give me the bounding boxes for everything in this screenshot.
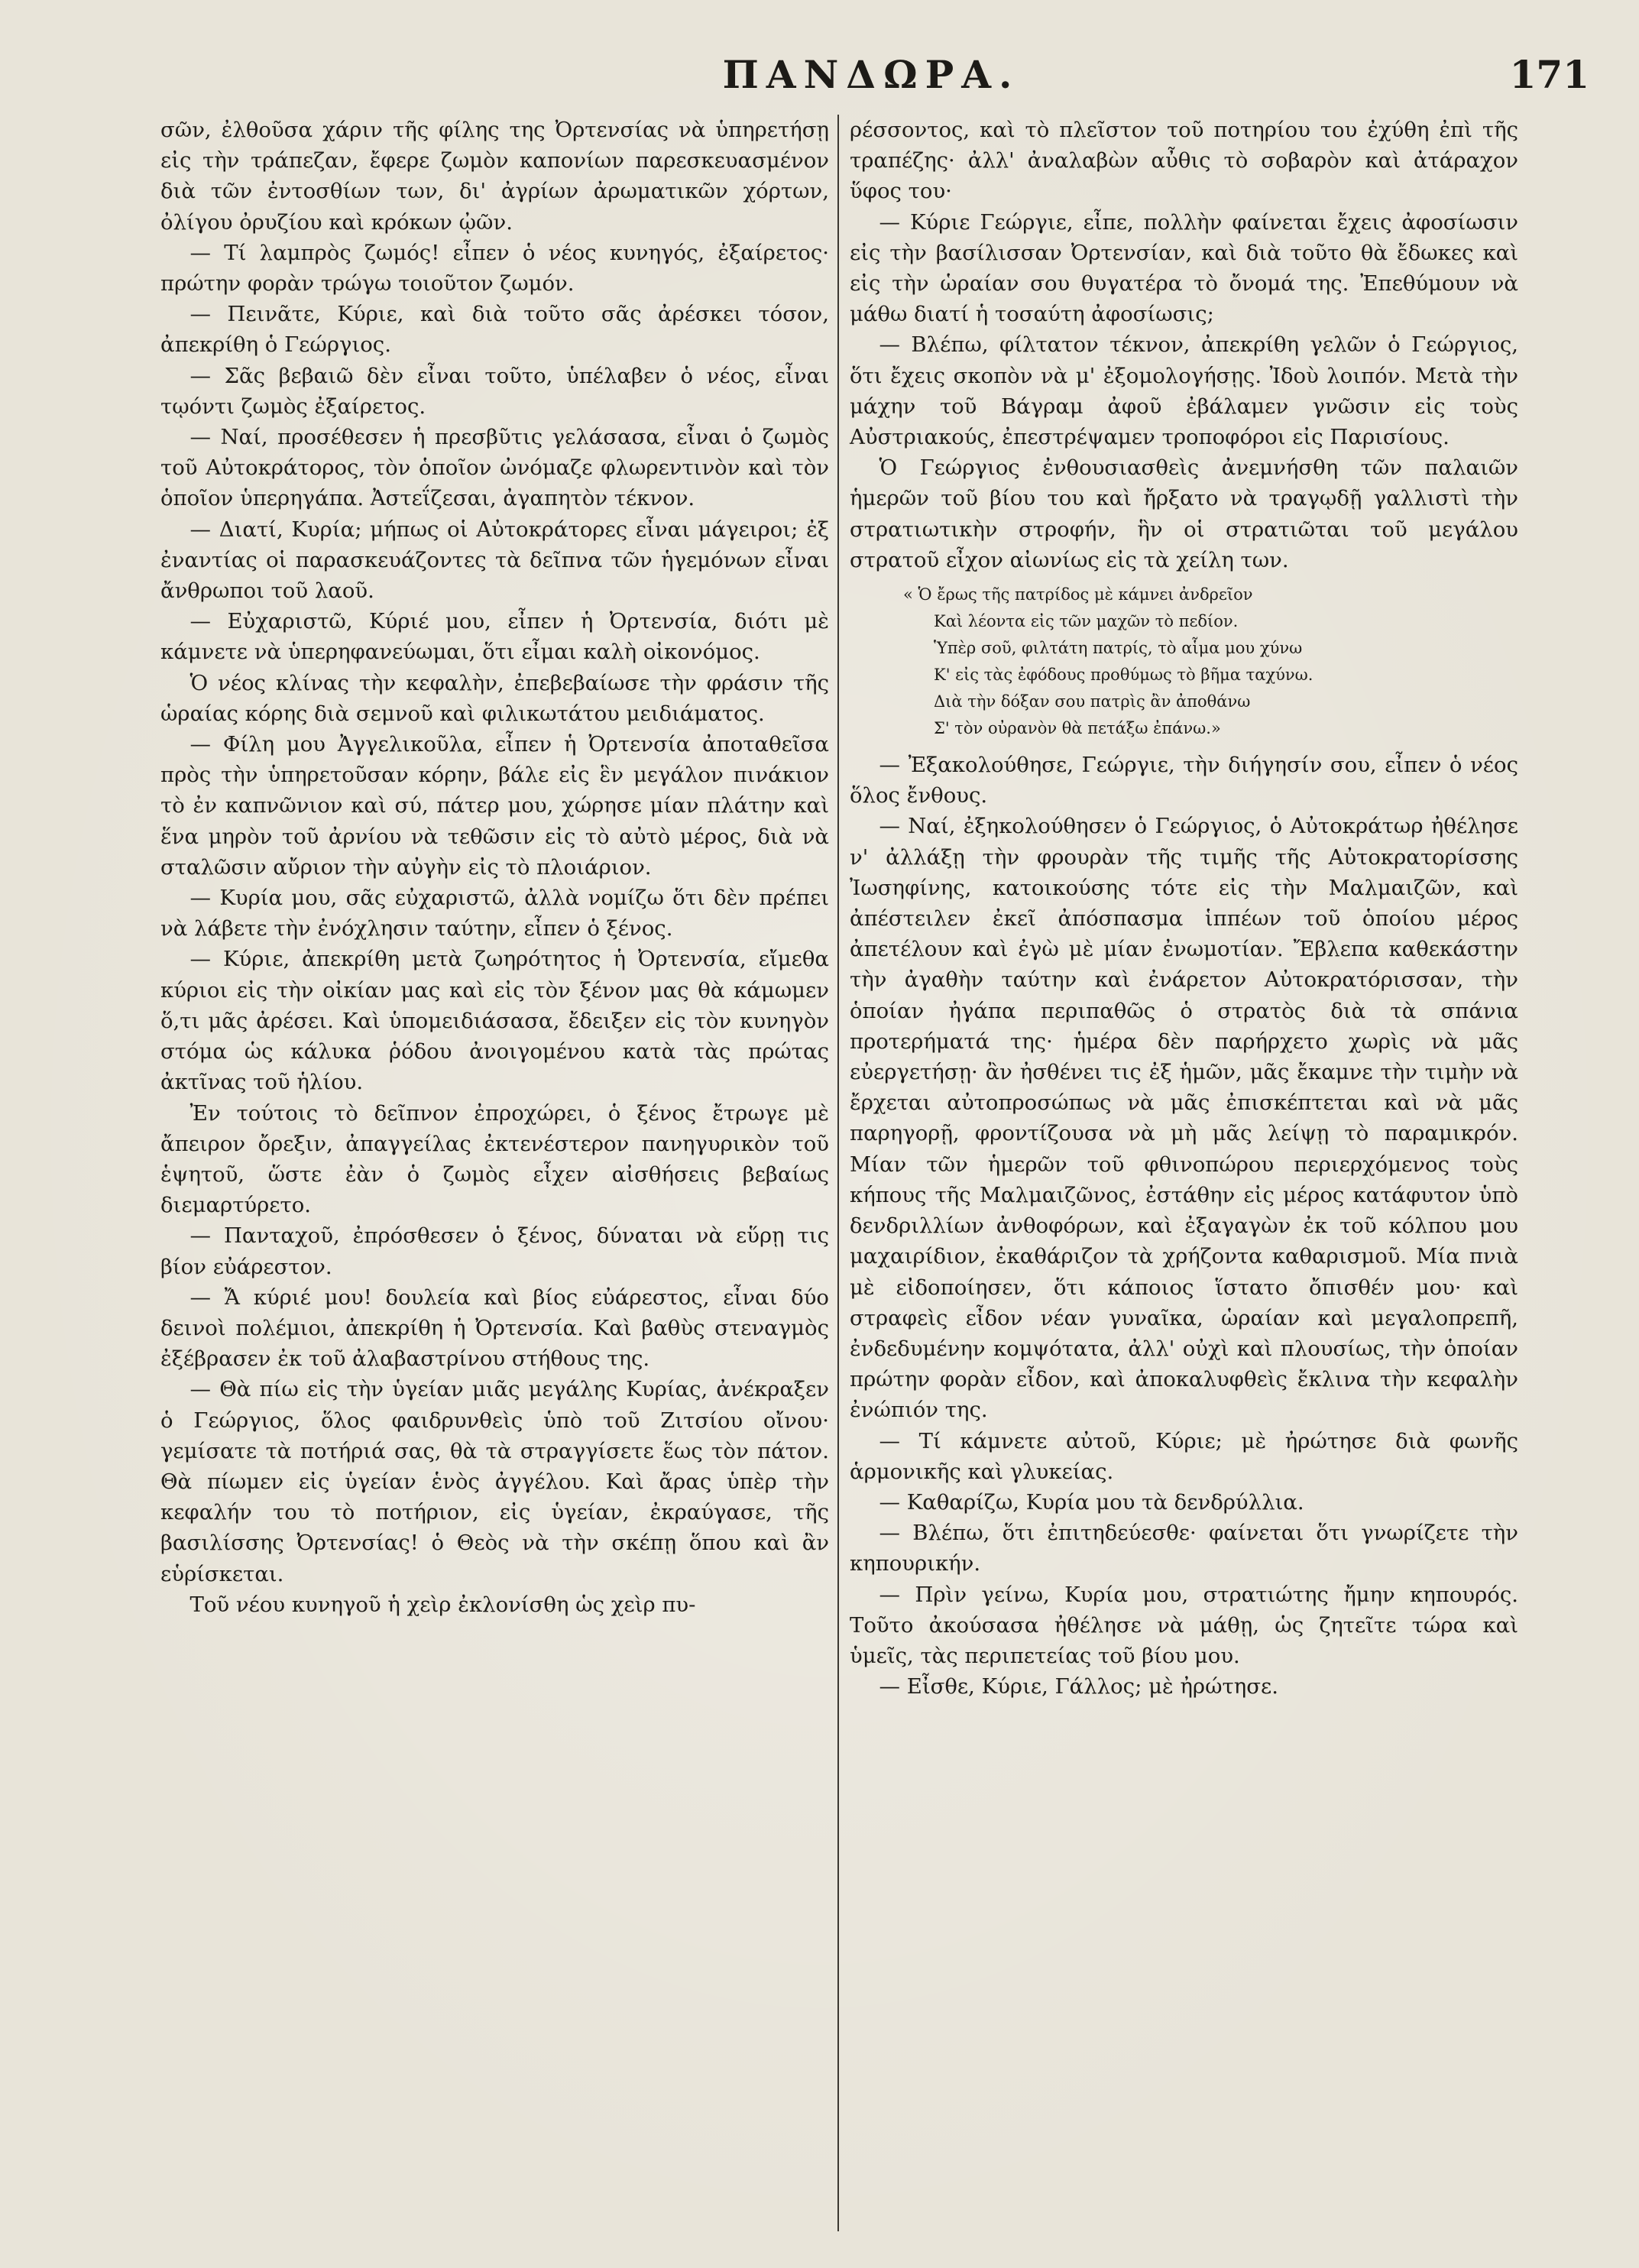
paragraph: — Ἐξακολούθησε, Γεώργιε, τὴν διήγησίν σου, εἶπεν ὁ νέος ὅλος ἔνθους.: [850, 753, 1518, 808]
paragraph: — Κύριε, ἀπεκρίθη μετὰ ζωηρότητος ἡ Ὀρτενσία, εἴμεθα κύριοι εἰς τὴν οἰκίαν μας καὶ εἰς τὸν ξένον μας θὰ κάμωμεν ὅ,τι μᾶς ἀρέσει. Καὶ ὑπομειδιάσασα, ἔδειξεν εἰς τὸν κυνηγὸν στόμα ὡς κάλυκα ῥόδου ἀνοιγομένου κατὰ τὰς πρώτας ἀκτῖνας τοῦ ἡλίου.: [160, 947, 829, 1095]
paragraph: — Ναί, ἐξηκολούθησεν ὁ Γεώργιος, ὁ Αὐτοκράτωρ ἠθέλησε ν' ἀλλάξῃ τὴν φρουρὰν τῆς τιμῆς τῆς Αὐτοκρατορίσσης Ἰωσηφίνης, κατοικούσης τότε εἰς τὴν Μαλμαιζῶν, καὶ ἀπέστειλεν ἐκεῖ ἀπόσπασμα ἱππέων τοῦ ὁποίου μέρος ἀπετέλουν καὶ ἐγὼ μὲ μίαν ἐνωμοτίαν. Ἔβλεπα καθεκάστην τὴν ἀγαθὴν ταύτην καὶ ἐνάρετον Αὐτοκρατόρισσαν, τὴν ὁποίαν ἠγάπα περιπαθῶς ὁ στρατὸς διὰ τὰ σπάνια προτερήματά της· ἡμέρα δὲν παρήρχετο χωρὶς νὰ μᾶς εὐεργετήσῃ· ἂν ἠσθένει τις ἐξ ἡμῶν, μᾶς ἔκαμνε τὴν τιμὴν νὰ ἔρχεται αὐτοπροσώπως νὰ μᾶς ἐπισκέπτεται καὶ νὰ μᾶς παρηγορῇ, φροντίζουσα νὰ μὴ μᾶς λείψῃ τὸ παραμικρόν. Μίαν τῶν ἡμερῶν τοῦ φθινοπώρου περιερχόμενος τοὺς κήπους τῆς Μαλμαιζῶνος, ἐστάθην εἰς μέρος κατάφυτον ὑπὸ δενδριλλίων ἀνθοφόρων, καὶ ἐξαγαγὼν ἐκ τοῦ κόλπου μου μαχαιρίδιον, ἐκαθάριζον τὰ χρήζοντα καθαρισμοῦ. Μία πνιὰ μὲ εἰδοποίησεν, ὅτι κάποιος ἵστατο ὄπισθέν μου· καὶ στραφεὶς εἶδον νέαν γυναῖκα, ὡραίαν καὶ μεγαλοπρεπῆ, ἐνδεδυμένην κομψότατα, ἀλλ' οὐχὶ καὶ πλουσίως, τὴν ὁποίαν πρώτην φορὰν εἶδον, καὶ ἀποκαλυφθεὶς ἔκλινα τὴν κεφαλὴν ἐνώπιόν της.: [850, 814, 1518, 1423]
paragraph: — Ναί, προσέθεσεν ἡ πρεσβῦτις γελάσασα, εἶναι ὁ ζωμὸς τοῦ Αὐτοκράτορος, τὸν ὁποῖον ὠνόμαζε φλωρεντινὸν καὶ τὸν ὁποῖον ὑπερηγάπα. Ἀστεΐζεσαι, ἀγαπητὸν τέκνον.: [160, 425, 829, 511]
verse-line: Σ' τὸν οὐρανὸν θὰ πετάξω ἐπάνω.»: [934, 719, 1221, 738]
verse-line: « Ὁ ἔρως τῆς πατρίδος μὲ κάμνει ἀνδρεῖον: [903, 585, 1253, 604]
verse-line: Διὰ τὴν δόξαν σου πατρὶς ἂν ἀποθάνω: [934, 692, 1251, 711]
paragraph: Ὁ νέος κλίνας τὴν κεφαλὴν, ἐπεβεβαίωσε τὴν φράσιν τῆς ὡραίας κόρης διὰ σεμνοῦ καὶ φιλικωτάτου μειδιάματος.: [160, 670, 829, 726]
paragraph: — Διατί, Κυρία; μήπως οἱ Αὐτοκράτορες εἶναι μάγειροι; ἐξ ἐναντίας οἱ παρασκευάζοντες τὰ δεῖπνα τῶν ἡγεμόνων εἶναι ἄνθρωποι τοῦ λαοῦ.: [160, 517, 829, 604]
song-verse: [850, 582, 1518, 742]
paragraph: — Εὐχαριστῶ, Κύριέ μου, εἶπεν ἡ Ὀρτενσία, διότι μὲ κάμνετε νὰ ὑπερηφανεύωμαι, ὅτι εἶμαι καλὴ οἰκονόμος.: [160, 609, 829, 665]
column-divider: [837, 115, 839, 2231]
paragraph: — Τί λαμπρὸς ζωμός! εἶπεν ὁ νέος κυνηγός, ἐξαίρετος· πρώτην φορὰν τρώγω τοιοῦτον ζωμόν.: [160, 240, 829, 296]
paragraph: — Βλέπω, φίλτατον τέκνον, ἀπεκρίθη γελῶν ὁ Γεώργιος, ὅτι ἔχεις σκοπὸν νὰ μ' ἐξομολογήσῃς. Ἰδοὺ λοιπόν. Μετὰ τὴν μάχην τοῦ Βάγραμ ἀφοῦ ἐβάλαμεν γνῶσιν εἰς τοὺς Αὐστριακούς, ἐπεστρέψαμεν τροποφόροι εἰς Παρισίους.: [850, 332, 1518, 450]
paragraph: — Θὰ πίω εἰς τὴν ὑγείαν μιᾶς μεγάλης Κυρίας, ἀνέκραξεν ὁ Γεώργιος, ὅλος φαιδρυνθεὶς ὑπὸ τοῦ Ζιτσίου οἴνου· γεμίσατε τὰ ποτήριά σας, θὰ τὰ στραγγίσετε ἕως τὸν πάτον. Θὰ πίωμεν εἰς ὑγείαν ἑνὸς ἀγγέλου. Καὶ ἄρας ὑπὲρ τὴν κεφαλήν του τὸ ποτήριον, εἰς ὑγείαν, ἐκραύγασε, τῆς βασιλίσσης Ὀρτενσίας! ὁ Θεὸς νὰ τὴν σκέπῃ ὅπου καὶ ἂν εὑρίσκεται.: [160, 1377, 829, 1586]
paragraph: — Σᾶς βεβαιῶ δὲν εἶναι τοῦτο, ὑπέλαβεν ὁ νέος, εἶναι τῳόντι ζωμὸς ἐξαίρετος.: [160, 363, 829, 419]
verse-line: Κ' εἰς τὰς ἐφόδους προθύμως τὸ βῆμα ταχύνω.: [934, 666, 1313, 685]
paragraph: — Βλέπω, ὅτι ἐπιτηδεύεσθε· φαίνεται ὅτι γνωρίζετε τὴν κηπουρικήν.: [850, 1521, 1518, 1576]
left-column: [160, 115, 829, 1620]
paragraph: — Ἄ κύριέ μου! δουλεία καὶ βίος εὐάρεστος, εἶναι δύο δεινοὶ πολέμιοι, ἀπεκρίθη ἡ Ὀρτενσία. Καὶ βαθὺς στεναγμὸς ἐξέβρασεν ἐκ τοῦ ἀλαβαστρίνου στήθους της.: [160, 1285, 829, 1372]
running-title: ΠΑΝΔΩΡΑ.: [722, 52, 1020, 97]
page-number: 171: [1509, 52, 1589, 97]
paragraph: — Καθαρίζω, Κυρία μου τὰ δενδρύλλια.: [879, 1489, 1304, 1515]
right-column: [850, 115, 1518, 1702]
page-header: [153, 52, 1589, 105]
paragraph: — Φίλη μου Ἀγγελικοῦλα, εἶπεν ἡ Ὀρτενσία ἀποταθεῖσα πρὸς τὴν ὑπηρετοῦσαν κόρην, βάλε εἰς ἓν μεγάλον πινάκιον τὸ ἐν καπνῶνιον καὶ σύ, πάτερ μου, χώρησε μίαν πλάτην καὶ ἕνα μηρὸν τοῦ ἀρνίου νὰ τεθῶσιν εἰς τὸ αὐτὸ μέρος, διὰ νὰ σταλῶσιν αὔριον τὴν αὐγὴν εἰς τὸ πλοιάριον.: [160, 732, 829, 880]
paragraph: — Πεινᾶτε, Κύριε, καὶ διὰ τοῦτο σᾶς ἀρέσκει τόσον, ἀπεκρίθη ὁ Γεώργιος.: [160, 302, 829, 358]
paragraph: Ὁ Γεώργιος ἐνθουσιασθεὶς ἀνεμνήσθη τῶν παλαιῶν ἡμερῶν τοῦ βίου του καὶ ἤρξατο νὰ τραγῳδῇ γαλλιστὶ τὴν στρατιωτικὴν στροφήν, ἣν οἱ στρατιῶται τοῦ μεγάλου στρατοῦ εἶχον αἰωνίως εἰς τὰ χείλη των.: [850, 455, 1518, 572]
paragraph: — Τί κάμνετε αὐτοῦ, Κύριε; μὲ ἠρώτησε διὰ φωνῆς ἁρμονικῆς καὶ γλυκείας.: [850, 1428, 1518, 1484]
paragraph: — Κύριε Γεώργιε, εἶπε, πολλὴν φαίνεται ἔχεις ἀφοσίωσιν εἰς τὴν βασίλισσαν Ὀρτενσίαν, καὶ διὰ τοῦτο θὰ ἔδωκες καὶ εἰς τὴν ὡραίαν σου θυγατέρα τὸ ὄνομά της. Ἐπεθύμουν νὰ μάθω διατί ἡ τοσαύτη ἀφοσίωσις;: [850, 209, 1518, 327]
paragraph: — Κυρία μου, σᾶς εὐχαριστῶ, ἀλλὰ νομίζω ὅτι δὲν πρέπει νὰ λάβετε τὴν ἐνόχλησιν ταύτην, εἶπεν ὁ ξένος.: [160, 886, 829, 941]
paragraph: Ἐν τούτοις τὸ δεῖπνον ἐπροχώρει, ὁ ξένος ἔτρωγε μὲ ἄπειρον ὄρεξιν, ἀπαγγείλας ἐκτενέστερον πανηγυρικὸν τοῦ ἑψητοῦ, ὥστε ἐὰν ὁ ζωμὸς εἶχεν αἰσθήσεις βεβαίως διεμαρτύρετο.: [160, 1100, 829, 1218]
paragraph: — Εἶσθε, Κύριε, Γάλλος; μὲ ἠρώτησε.: [879, 1674, 1278, 1699]
paragraph: — Πρὶν γείνω, Κυρία μου, στρατιώτης ἤμην κηπουρός. Τοῦτο ἀκούσασα ἠθέλησε νὰ μάθῃ, ὡς ζητεῖτε τώρα καὶ ὑμεῖς, τὰς περιπετείας τοῦ βίου μου.: [850, 1582, 1518, 1668]
paragraph: σῶν, ἐλθοῦσα χάριν τῆς φίλης της Ὀρτενσίας νὰ ὑπηρετήσῃ εἰς τὴν τράπεζαν, ἔφερε ζωμὸν καπονίων παρεσκευασμένον διὰ τῶν ἐντοσθίων των, δι' ἀγρίων ἀρωματικῶν χόρτων, ὀλίγου ὀρυζίου καὶ κρόκων ᾠῶν.: [160, 118, 829, 235]
verse-line: Καὶ λέοντα εἰς τῶν μαχῶν τὸ πεδίον.: [934, 612, 1239, 631]
verse-line: Ὑπὲρ σοῦ, φιλτάτη πατρίς, τὸ αἷμα μου χύνω: [934, 639, 1303, 658]
paragraph: — Πανταχοῦ, ἐπρόσθεσεν ὁ ξένος, δύναται νὰ εὕρῃ τις βίον εὐάρεστον.: [160, 1223, 829, 1279]
paragraph: Τοῦ νέου κυνηγοῦ ἡ χεὶρ ἐκλονίσθη ὡς χεὶρ πυ-: [189, 1592, 696, 1617]
paragraph: ρέσσοντος, καὶ τὸ πλεῖστον τοῦ ποτηρίου του ἐχύθη ἐπὶ τῆς τραπέζης· ἀλλ' ἀναλαβὼν αὖθις τὸ σοβαρὸν καὶ ἀτάραχον ὕφος του·: [850, 118, 1518, 204]
